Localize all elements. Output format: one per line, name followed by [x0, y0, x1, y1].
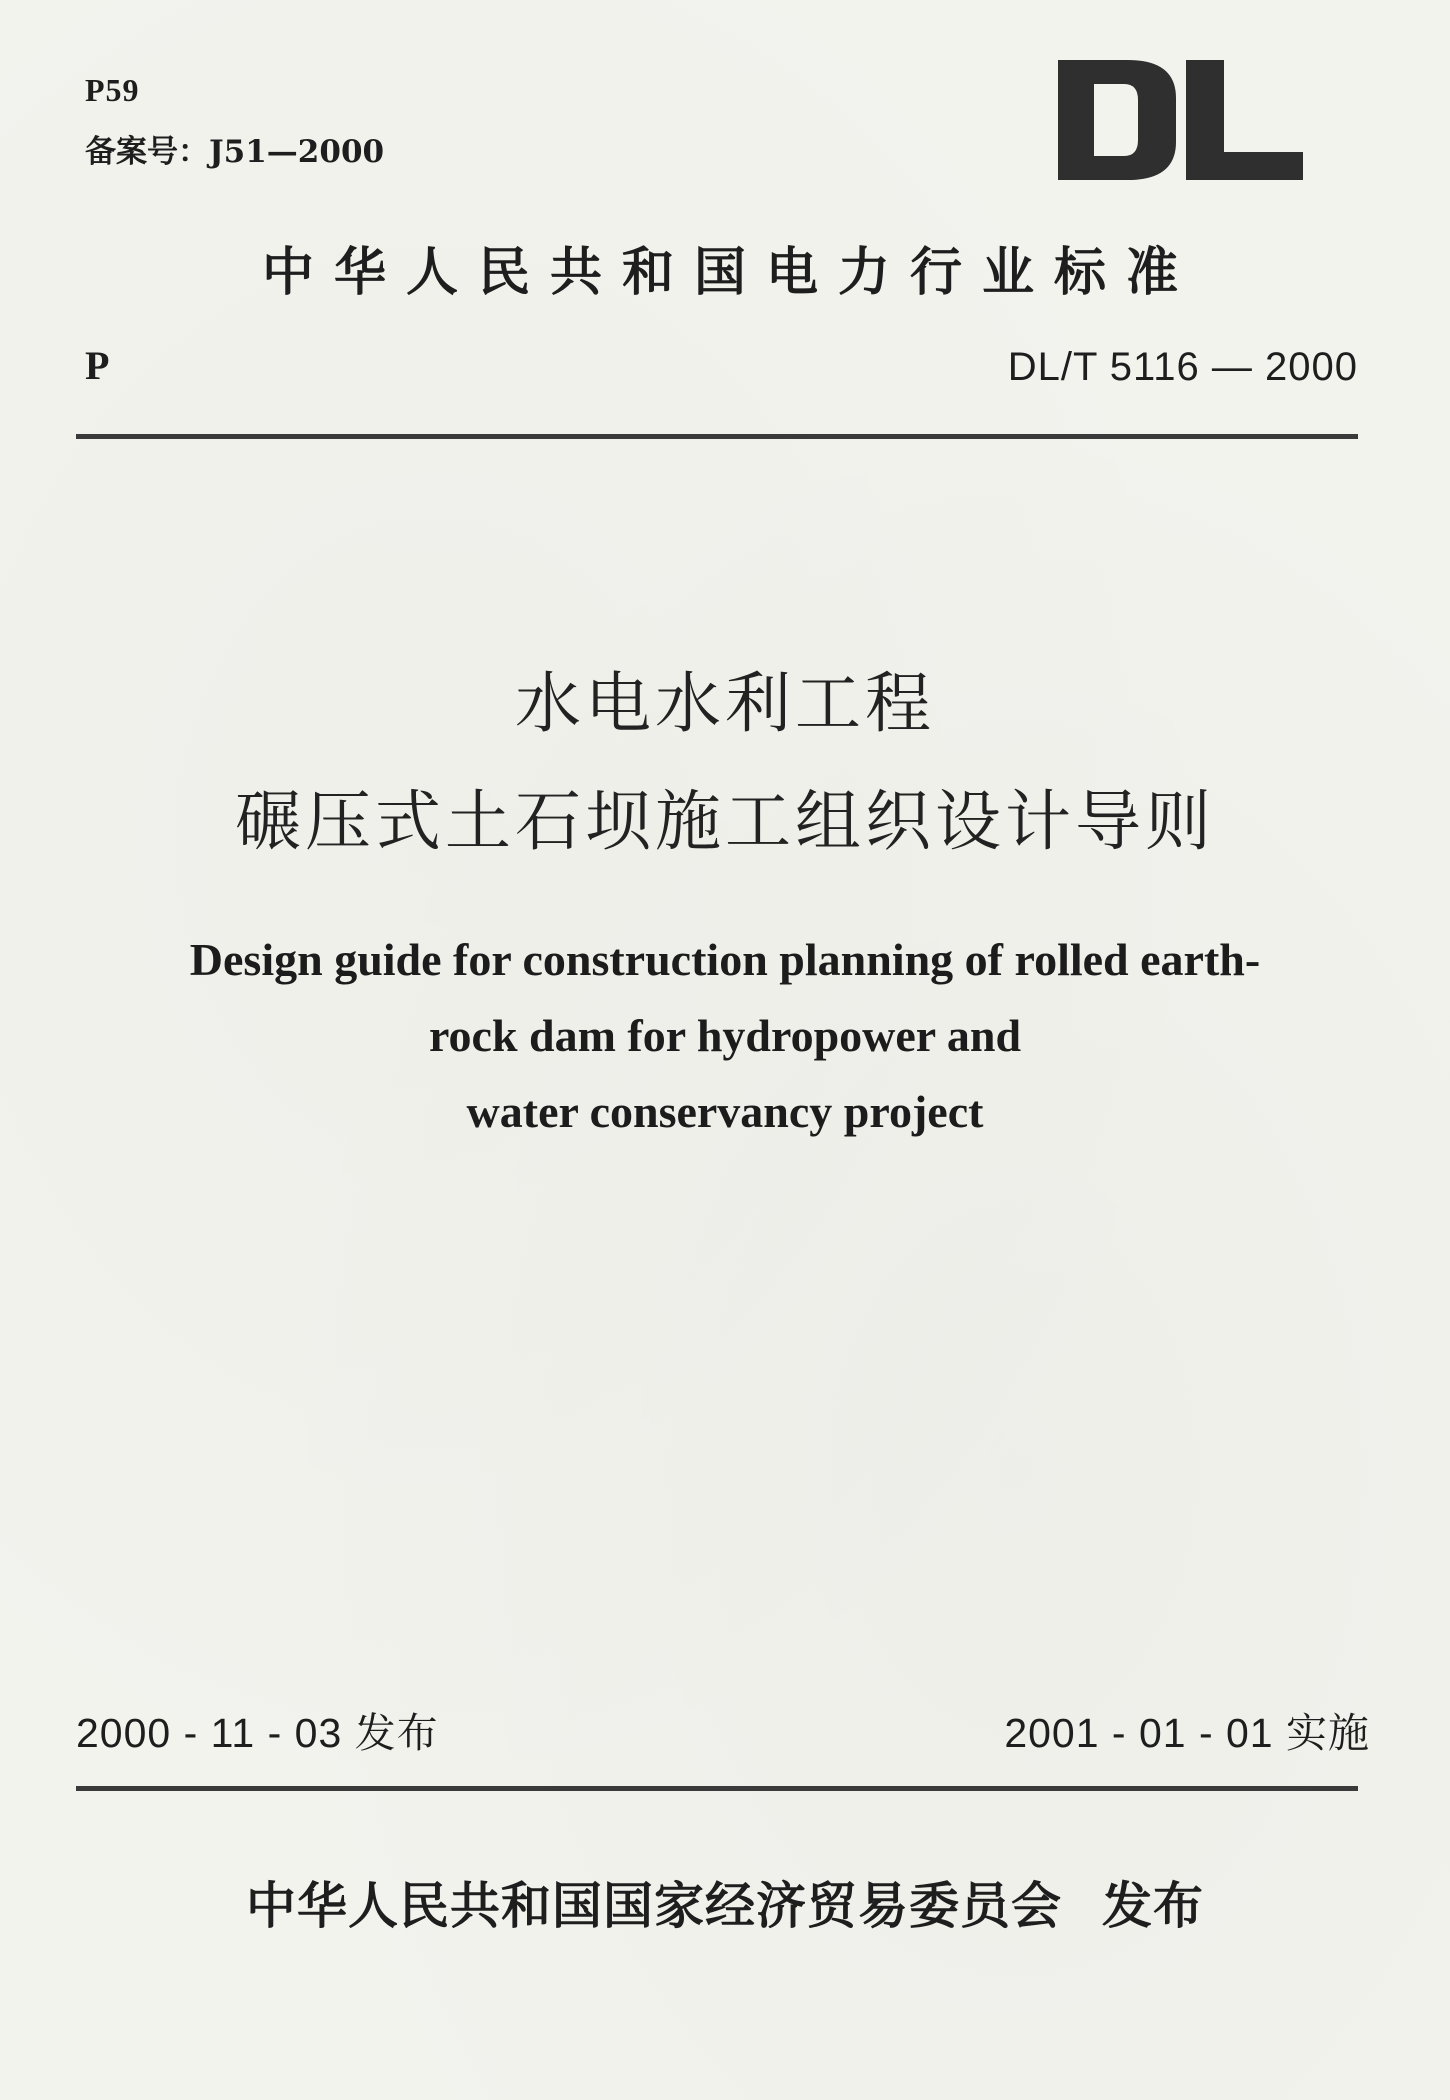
publisher-line [0, 1866, 1450, 1938]
standard-type-title: 中华人民共和国电力行业标准 [261, 242, 1198, 303]
english-title-line-1: Design guide for construction planning of rolled earth- [189, 934, 1261, 985]
top-divider [76, 434, 1358, 439]
publisher-name: 中华人民共和国国家经济贸易委员会 [246, 1876, 1062, 1935]
dl-logo [1058, 60, 1303, 180]
classification-code: P59 [85, 72, 140, 108]
chinese-title-line-1: 水电水利工程 [515, 665, 935, 742]
standard-code: DL/T 5116 — 2000 [1007, 345, 1358, 389]
filing-number: 备案号：J51—2000 [85, 134, 385, 170]
publish-word: 发布 [1102, 1876, 1204, 1935]
english-title-line-3: water conservancy project [466, 1086, 984, 1137]
implementation-date: 2001 - 01 - 01 实施 [1004, 1710, 1370, 1756]
english-title-line-2: rock dam for hydropower and [428, 1010, 1022, 1061]
chinese-title-line-2: 碾压式土石坝施工组织设计导则 [235, 783, 1215, 860]
issue-date: 2000 - 11 - 03 发布 [76, 1710, 439, 1756]
category-letter: P [85, 343, 110, 388]
english-title [60, 922, 1390, 1150]
bottom-divider [76, 1786, 1358, 1791]
